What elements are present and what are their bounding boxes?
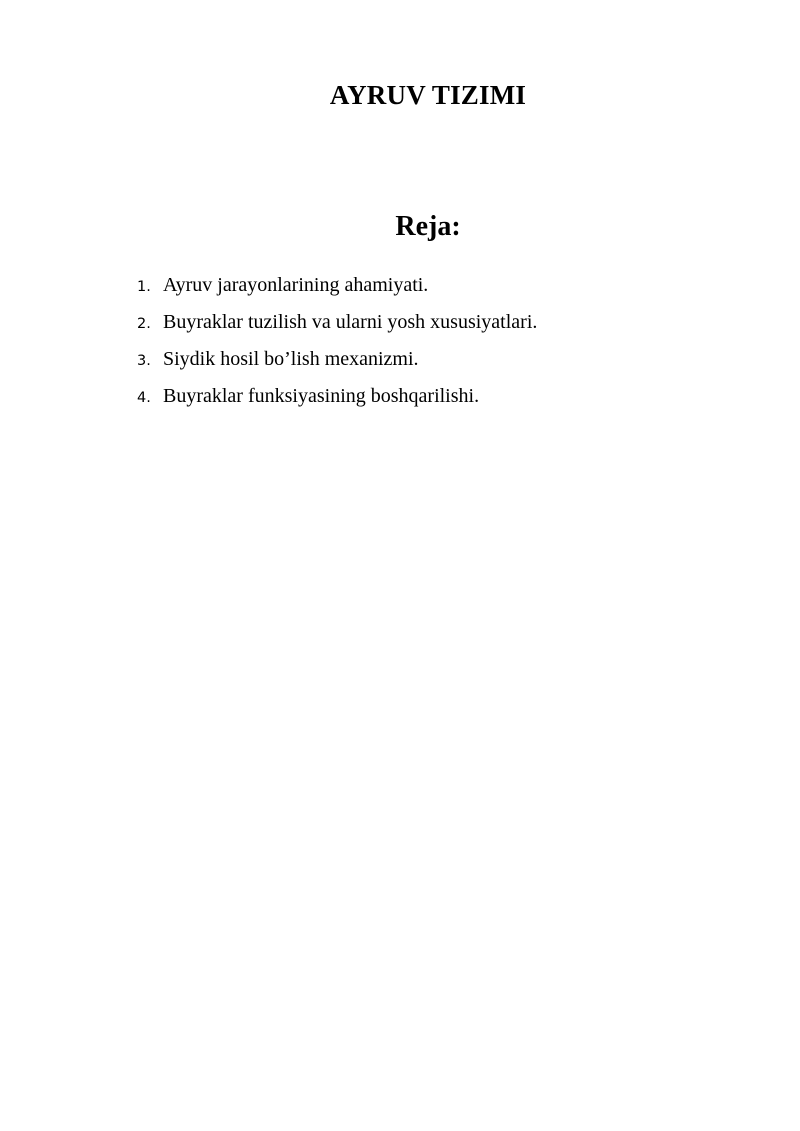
plan-list-item	[137, 348, 537, 385]
plan-item-text: Buyraklar funksiyasining boshqarilishi.	[163, 385, 480, 407]
plan-list-item	[137, 311, 537, 348]
document-title: AYRUV TIZIMI	[329, 80, 527, 110]
plan-item-text: Siydik hosil bo’lish mexanizmi.	[163, 348, 419, 370]
plan-list-item	[137, 385, 537, 422]
plan-item-number: 1.	[137, 279, 151, 295]
plan-item-text: Buyraklar tuzilish va ularni yosh xususiyatlari.	[163, 311, 538, 333]
plan-item-number: 2.	[137, 316, 151, 332]
plan-list-item	[137, 274, 537, 311]
plan-item-text: Ayruv jarayonlarining ahamiyati.	[163, 274, 429, 296]
plan-list	[137, 274, 537, 422]
plan-item-number: 3.	[137, 353, 151, 369]
plan-item-number: 4.	[137, 390, 151, 406]
plan-heading: Reja:	[395, 211, 461, 242]
